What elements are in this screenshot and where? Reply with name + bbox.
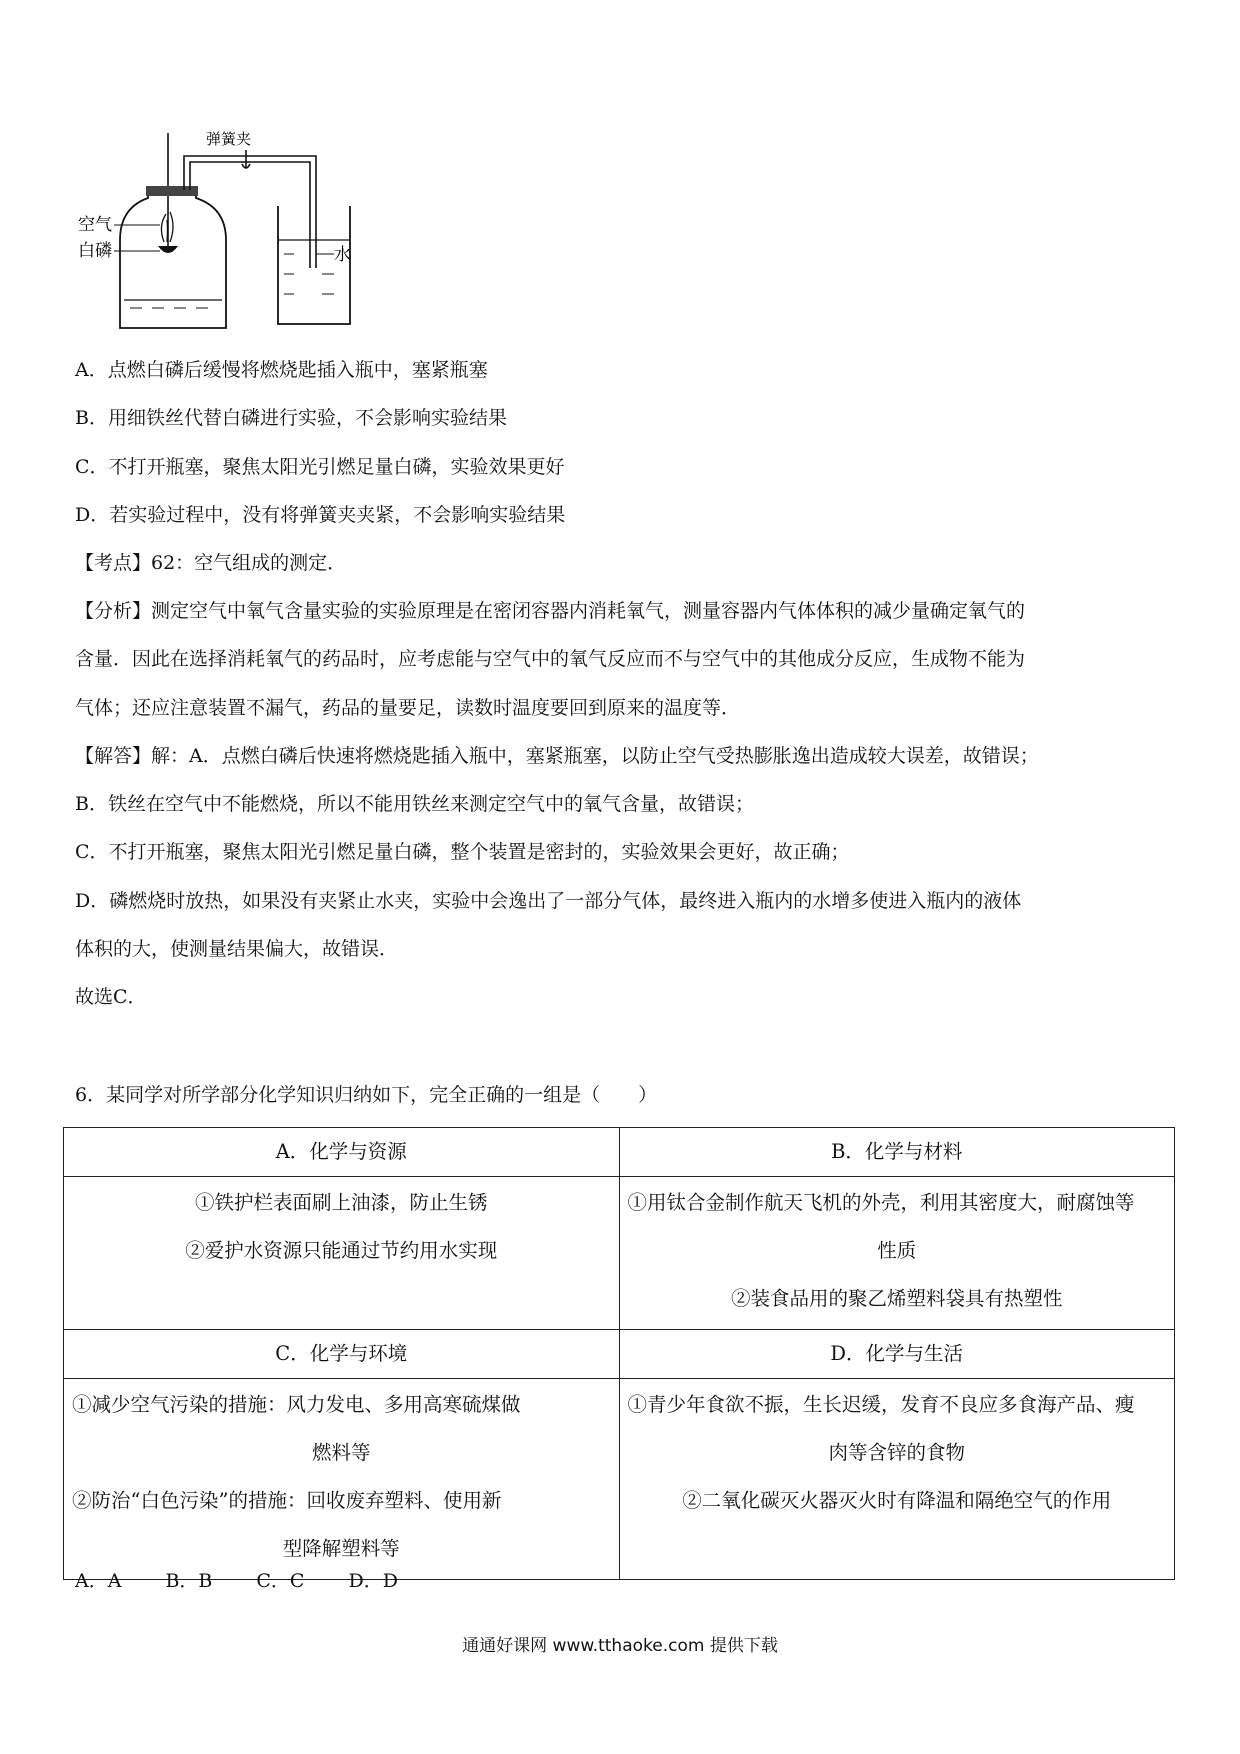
q5-fenxi-line-1: 【分析】测定空气中氧气含量实验的实验原理是在密闭容器内消耗氧气，测量容器内气体体积的减少量确定氧气的 — [75, 600, 1026, 622]
table-head-a: A．化学与资源 — [64, 1128, 620, 1177]
cell-b-item-1b: 性质 — [877, 1239, 917, 1262]
spring-clip — [242, 150, 250, 168]
table-head-c: C．化学与环境 — [64, 1330, 620, 1379]
table-head-b: B．化学与材料 — [619, 1128, 1175, 1177]
cell-b-item-1a: ①用钛合金制作航天飞机的外壳，利用其密度大，耐腐蚀等 — [627, 1191, 1135, 1214]
table-cell-c — [64, 1379, 620, 1580]
choice-d: D．D — [348, 1570, 398, 1592]
apparatus-figure — [78, 128, 358, 338]
cell-c-item-2a: ②防治“白色污染”的措施：回收废弃塑料、使用新 — [72, 1489, 502, 1512]
label-white-phosphorus: 白磷 — [78, 241, 112, 261]
q5-kaodian: 【考点】62：空气组成的测定． — [75, 552, 347, 574]
beaker — [278, 206, 350, 324]
cell-b-item-2: ②装食品用的聚乙烯塑料袋具有热塑性 — [730, 1287, 1063, 1310]
q5-option-a: A．点燃白磷后缓慢将燃烧匙插入瓶中，塞紧瓶塞 — [75, 359, 488, 381]
label-water: 水 — [334, 245, 351, 265]
connecting-tube — [184, 156, 316, 268]
q6-table — [63, 1127, 1175, 1580]
bottle — [120, 190, 226, 328]
table-cell-b — [619, 1177, 1175, 1330]
cell-c-item-1b: 燃料等 — [311, 1441, 371, 1464]
label-air: 空气 — [78, 215, 112, 235]
q5-jieda-line-3: C．不打开瓶塞，聚焦太阳光引燃足量白磷，整个装置是密封的，实验效果会更好，故正确； — [75, 841, 850, 863]
table-cell-a — [64, 1177, 620, 1330]
table-cell-d — [619, 1379, 1175, 1580]
choice-a: A．A — [75, 1570, 122, 1592]
q5-jieda-line-5: 体积的大，使测量结果偏大，故错误． — [75, 938, 399, 960]
table-head-d: D．化学与生活 — [619, 1330, 1175, 1379]
page-footer: 通通好课网 www.tthaoke.com 提供下载 — [462, 1636, 778, 1656]
q5-fenxi-line-2: 含量．因此在选择消耗氧气的药品时，应考虑能与空气中的氧气反应而不与空气中的其他成分反应，生成物不能为 — [75, 648, 1026, 670]
cell-d-item-1a: ①青少年食欲不振，生长迟缓，发育不良应多食海产品、瘦 — [627, 1393, 1135, 1416]
q5-answer: 故选C． — [75, 986, 147, 1008]
choice-b: B．B — [165, 1570, 213, 1592]
q5-option-d: D．若实验过程中，没有将弹簧夹夹紧，不会影响实验结果 — [75, 504, 566, 526]
q5-jieda-line-1: 【解答】解：A．点燃白磷后快速将燃烧匙插入瓶中，塞紧瓶塞，以防止空气受热膨胀逸出造成较大误差，故错误； — [75, 745, 1039, 767]
q5-jieda-line-2: B．铁丝在空气中不能燃烧，所以不能用铁丝来测定空气中的氧气含量，故错误； — [75, 793, 754, 815]
cell-d-item-2: ②二氧化碳灭火器灭火时有降温和隔绝空气的作用 — [682, 1489, 1112, 1512]
cell-a-item-1: ①铁护栏表面刷上油漆，防止生锈 — [194, 1191, 488, 1214]
cell-c-item-1a: ①减少空气污染的措施：风力发电、多用高寒硫煤做 — [72, 1393, 521, 1416]
q5-fenxi-line-3: 气体；还应注意装置不漏气，药品的量要足，读数时温度要回到原来的温度等． — [75, 697, 741, 719]
label-spring-clip: 弹簧夹 — [206, 130, 252, 148]
cell-d-item-1b: 肉等含锌的食物 — [828, 1441, 965, 1464]
cell-c-item-2b: 型降解塑料等 — [282, 1537, 400, 1560]
q6-choices — [75, 1567, 398, 1595]
q6-stem: 6．某同学对所学部分化学知识归纳如下，完全正确的一组是（ ） — [75, 1084, 658, 1106]
q5-option-b: B．用细铁丝代替白磷进行实验，不会影响实验结果 — [75, 407, 507, 429]
q5-jieda-line-4: D．磷燃烧时放热，如果没有夹紧止水夹，实验中会逸出了一部分气体，最终进入瓶内的水增多使进入瓶内的液体 — [75, 890, 1022, 912]
burning-spoon — [158, 246, 178, 253]
choice-c: C．C — [256, 1570, 305, 1592]
q5-option-c: C．不打开瓶塞，聚焦太阳光引燃足量白磷，实验效果更好 — [75, 456, 565, 478]
cell-a-item-2: ②爱护水资源只能通过节约用水实现 — [185, 1239, 498, 1262]
